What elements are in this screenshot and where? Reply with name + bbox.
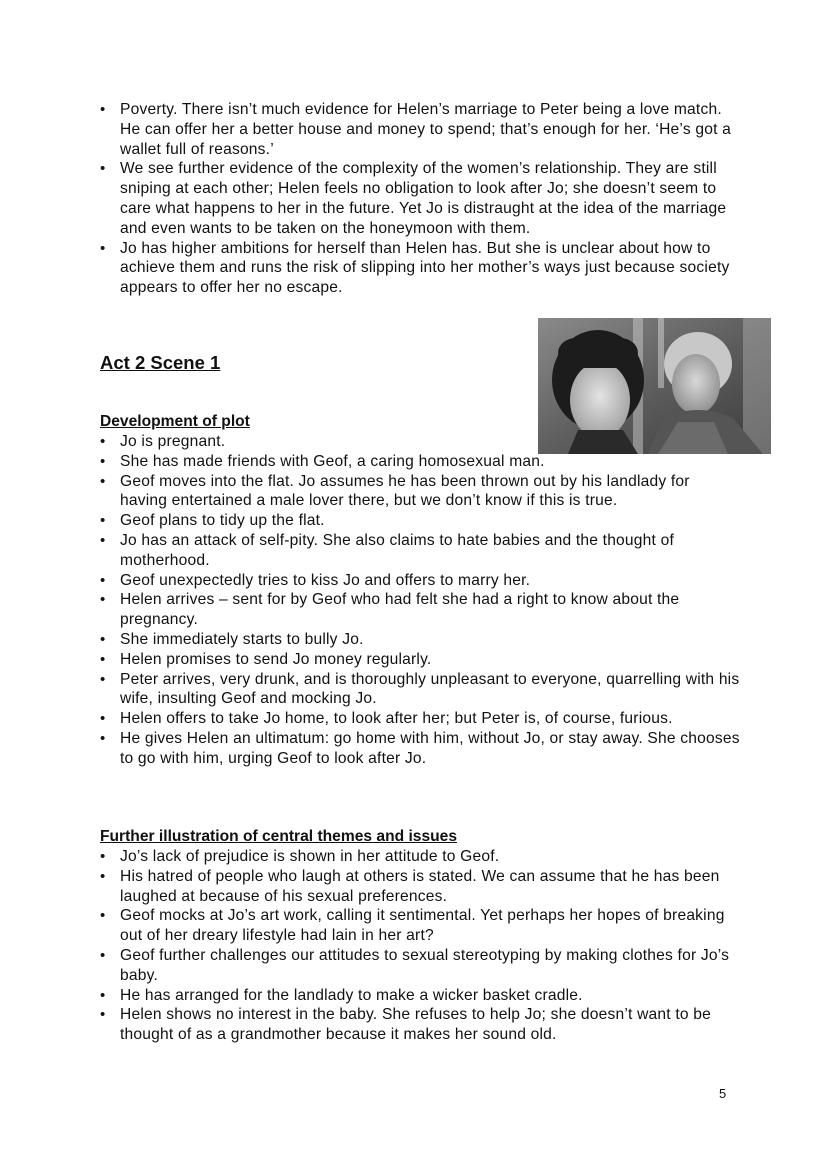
list-item: • He has arranged for the landlady to make a wicker basket cradle. [100, 986, 740, 1006]
list-item: • Helen shows no interest in the baby. She refuses to help Jo; she doesn’t want to be thought of as a grandmother because it makes her sound old. [100, 1005, 740, 1045]
intro-bullet-list [100, 100, 732, 298]
plot-heading: Development of plot [100, 413, 250, 430]
list-item: • Helen offers to take Jo home, to look after her; but Peter is, of course, furious. [100, 709, 740, 729]
list-item: • We see further evidence of the complexity of the women’s relationship. They are still sniping at each other; Helen feels no obligation to look after Jo; she doesn’t seem to care what happens to her in the future. Yet Jo is distraught at the idea of the marriage and even wants to be taken on the honeymoon with them. [100, 159, 732, 238]
themes-heading: Further illustration of central themes and issues [100, 828, 458, 845]
list-item: • Helen promises to send Jo money regularly. [100, 650, 740, 670]
list-item: • Geof further challenges our attitudes to sexual stereotyping by making clothes for Jo’s baby. [100, 946, 740, 986]
list-item: • She has made friends with Geof, a caring homosexual man. [100, 452, 740, 472]
page-number: 5 [719, 1086, 727, 1101]
list-item: • Jo’s lack of prejudice is shown in her attitude to Geof. [100, 847, 740, 867]
list-item: • Helen arrives – sent for by Geof who had felt she had a right to know about the pregnancy. [100, 590, 740, 630]
list-item: • He gives Helen an ultimatum: go home with him, without Jo, or stay away. She chooses to go with him, urging Geof to look after Jo. [100, 729, 740, 769]
list-item: • She immediately starts to bully Jo. [100, 630, 740, 650]
list-item: • Peter arrives, very drunk, and is thoroughly unpleasant to everyone, quarrelling with his wife, insulting Geof and mocking Jo. [100, 670, 740, 710]
list-item: • Jo has higher ambitions for herself than Helen has. But she is unclear about how to achieve them and runs the risk of slipping into her mother’s ways just because society appears to offer her no escape. [100, 239, 732, 298]
list-item: • Geof mocks at Jo’s art work, calling it sentimental. Yet perhaps her hopes of breaking out of her dreary lifestyle had lain in her art? [100, 906, 740, 946]
list-item: • Geof plans to tidy up the flat. [100, 511, 740, 531]
themes-bullet-list [100, 847, 740, 1045]
list-item: • Jo has an attack of self-pity. She also claims to hate babies and the thought of motherhood. [100, 531, 740, 571]
list-item: • His hatred of people who laugh at others is stated. We can assume that he has been laughed at because of his sexual preferences. [100, 867, 740, 907]
list-item: • Jo is pregnant. [100, 432, 740, 452]
list-item: • Poverty. There isn’t much evidence for Helen’s marriage to Peter being a love match. He can offer her a better house and money to spend; that’s enough for her. ‘He’s got a wallet full of reasons.’ [100, 100, 732, 159]
plot-bullet-list [100, 432, 740, 769]
section-title: Act 2 Scene 1 [100, 352, 221, 373]
list-item: • Geof moves into the flat. Jo assumes he has been thrown out by his landlady for having entertained a male lover there, but we don’t know if this is true. [100, 472, 740, 512]
list-item: • Geof unexpectedly tries to kiss Jo and offers to marry her. [100, 571, 740, 591]
